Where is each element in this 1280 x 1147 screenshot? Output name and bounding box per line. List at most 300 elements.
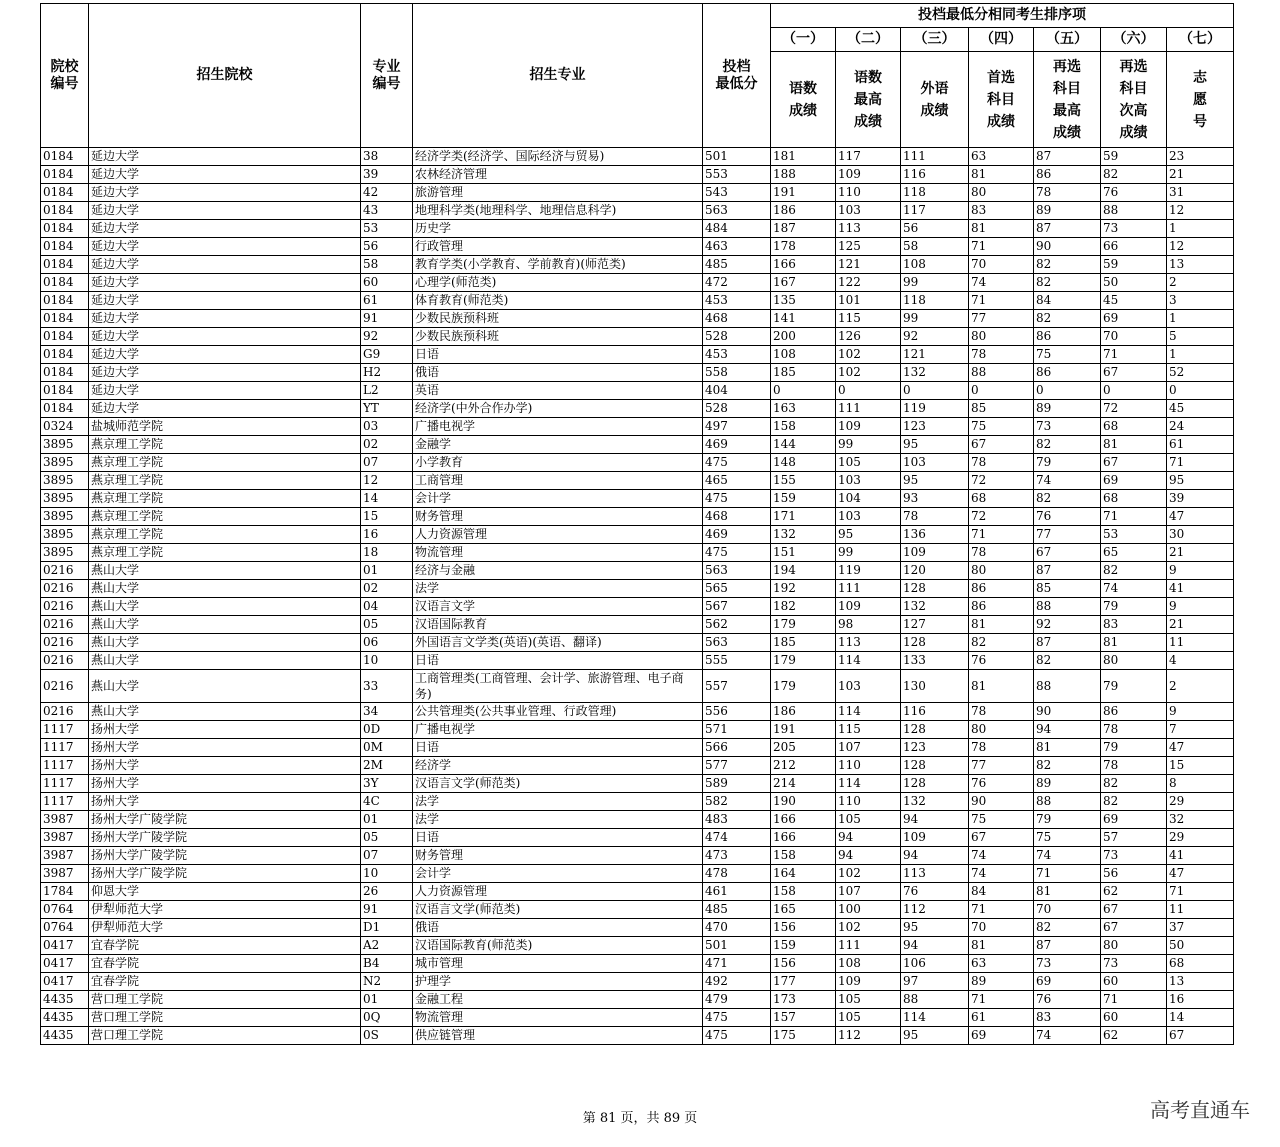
cell-sort-6: 0 [1101, 382, 1167, 400]
cell-major-name: 物流管理 [413, 544, 703, 562]
cell-school-code: 0216 [41, 652, 89, 670]
header-sort-label-2: 语数 最高 成绩 [836, 52, 901, 148]
cell-sort-2: 100 [836, 901, 901, 919]
cell-major-name: 法学 [413, 580, 703, 598]
cell-sort-2: 102 [836, 346, 901, 364]
cell-sort-1: 171 [771, 508, 836, 526]
cell-min-score: 471 [703, 955, 771, 973]
table-row [41, 1009, 1234, 1027]
table-row [41, 811, 1234, 829]
cell-min-score: 563 [703, 562, 771, 580]
cell-sort-3: 95 [901, 1027, 969, 1045]
cell-sort-5: 89 [1034, 400, 1101, 418]
cell-sort-4: 71 [969, 526, 1034, 544]
cell-sort-6: 69 [1101, 811, 1167, 829]
cell-sort-3: 93 [901, 490, 969, 508]
cell-sort-7: 68 [1167, 955, 1234, 973]
cell-school-code: 3895 [41, 490, 89, 508]
cell-sort-7: 52 [1167, 364, 1234, 382]
cell-sort-3: 109 [901, 544, 969, 562]
cell-sort-4: 81 [969, 937, 1034, 955]
cell-school-name: 燕山大学 [89, 598, 361, 616]
cell-sort-1: 187 [771, 220, 836, 238]
cell-sort-2: 111 [836, 400, 901, 418]
table-row [41, 721, 1234, 739]
cell-school-code: 0216 [41, 634, 89, 652]
cell-min-score: 472 [703, 274, 771, 292]
cell-sort-1: 185 [771, 634, 836, 652]
cell-sort-4: 89 [969, 973, 1034, 991]
cell-sort-7: 1 [1167, 346, 1234, 364]
cell-major-name: 俄语 [413, 364, 703, 382]
cell-sort-3: 123 [901, 418, 969, 436]
cell-school-name: 燕山大学 [89, 580, 361, 598]
cell-major-code: 42 [361, 184, 413, 202]
cell-major-name: 供应链管理 [413, 1027, 703, 1045]
cell-sort-2: 95 [836, 526, 901, 544]
cell-sort-2: 111 [836, 937, 901, 955]
cell-sort-5: 75 [1034, 829, 1101, 847]
cell-school-name: 宜春学院 [89, 937, 361, 955]
table-body [41, 148, 1234, 1045]
cell-sort-4: 78 [969, 346, 1034, 364]
cell-sort-7: 3 [1167, 292, 1234, 310]
cell-sort-5: 87 [1034, 634, 1101, 652]
cell-sort-6: 57 [1101, 829, 1167, 847]
cell-major-name: 小学教育 [413, 454, 703, 472]
cell-major-name: 法学 [413, 811, 703, 829]
cell-sort-4: 75 [969, 418, 1034, 436]
cell-major-name: 日语 [413, 739, 703, 757]
table-row [41, 364, 1234, 382]
cell-sort-4: 77 [969, 310, 1034, 328]
cell-major-code: 34 [361, 703, 413, 721]
cell-sort-3: 108 [901, 256, 969, 274]
cell-sort-4: 83 [969, 202, 1034, 220]
cell-sort-7: 2 [1167, 274, 1234, 292]
cell-sort-1: 185 [771, 364, 836, 382]
cell-major-name: 人力资源管理 [413, 883, 703, 901]
cell-school-name: 扬州大学广陵学院 [89, 811, 361, 829]
cell-sort-5: 87 [1034, 220, 1101, 238]
cell-sort-6: 78 [1101, 757, 1167, 775]
cell-sort-1: 178 [771, 238, 836, 256]
cell-min-score: 492 [703, 973, 771, 991]
cell-major-code: 26 [361, 883, 413, 901]
table-row [41, 670, 1234, 703]
cell-school-name: 延边大学 [89, 274, 361, 292]
table-row [41, 436, 1234, 454]
cell-school-code: 1117 [41, 775, 89, 793]
cell-sort-5: 0 [1034, 382, 1101, 400]
header-sort-label-7: 志 愿 号 [1167, 52, 1234, 148]
cell-school-code: 1117 [41, 721, 89, 739]
cell-sort-7: 47 [1167, 508, 1234, 526]
cell-sort-3: 99 [901, 310, 969, 328]
cell-major-name: 经济与金融 [413, 562, 703, 580]
cell-sort-2: 111 [836, 580, 901, 598]
cell-sort-6: 79 [1101, 739, 1167, 757]
table-row [41, 166, 1234, 184]
cell-sort-6: 72 [1101, 400, 1167, 418]
table-row [41, 472, 1234, 490]
cell-sort-3: 92 [901, 328, 969, 346]
cell-sort-3: 94 [901, 811, 969, 829]
cell-major-name: 会计学 [413, 490, 703, 508]
cell-major-code: N2 [361, 973, 413, 991]
cell-sort-1: 166 [771, 811, 836, 829]
cell-school-name: 延边大学 [89, 328, 361, 346]
cell-school-name: 扬州大学 [89, 757, 361, 775]
cell-sort-7: 21 [1167, 166, 1234, 184]
cell-sort-7: 50 [1167, 937, 1234, 955]
cell-sort-7: 23 [1167, 148, 1234, 166]
cell-school-name: 扬州大学广陵学院 [89, 865, 361, 883]
cell-sort-5: 94 [1034, 721, 1101, 739]
cell-major-code: 38 [361, 148, 413, 166]
cell-sort-4: 78 [969, 544, 1034, 562]
cell-sort-2: 109 [836, 166, 901, 184]
cell-sort-4: 78 [969, 739, 1034, 757]
cell-sort-4: 70 [969, 256, 1034, 274]
cell-sort-1: 200 [771, 328, 836, 346]
cell-sort-1: 144 [771, 436, 836, 454]
cell-school-code: 0184 [41, 184, 89, 202]
cell-major-name: 护理学 [413, 973, 703, 991]
cell-sort-1: 186 [771, 703, 836, 721]
cell-sort-6: 70 [1101, 328, 1167, 346]
cell-sort-4: 74 [969, 847, 1034, 865]
cell-sort-6: 73 [1101, 220, 1167, 238]
cell-sort-7: 29 [1167, 829, 1234, 847]
cell-school-name: 扬州大学 [89, 721, 361, 739]
cell-school-code: 0417 [41, 973, 89, 991]
cell-min-score: 479 [703, 991, 771, 1009]
cell-sort-6: 50 [1101, 274, 1167, 292]
table-row [41, 598, 1234, 616]
cell-sort-2: 122 [836, 274, 901, 292]
header-sort-item-2: （二） [836, 28, 901, 52]
cell-sort-3: 99 [901, 274, 969, 292]
cell-sort-2: 99 [836, 436, 901, 454]
cell-school-name: 延边大学 [89, 202, 361, 220]
cell-sort-6: 68 [1101, 490, 1167, 508]
cell-sort-3: 78 [901, 508, 969, 526]
cell-sort-5: 89 [1034, 202, 1101, 220]
cell-sort-3: 128 [901, 580, 969, 598]
table-row [41, 937, 1234, 955]
cell-sort-7: 71 [1167, 454, 1234, 472]
cell-sort-2: 102 [836, 364, 901, 382]
cell-school-name: 燕京理工学院 [89, 526, 361, 544]
cell-sort-1: 181 [771, 148, 836, 166]
cell-sort-3: 127 [901, 616, 969, 634]
cell-major-name: 汉语国际教育(师范类) [413, 937, 703, 955]
cell-sort-4: 76 [969, 652, 1034, 670]
cell-sort-7: 45 [1167, 400, 1234, 418]
cell-school-name: 燕山大学 [89, 703, 361, 721]
cell-sort-5: 82 [1034, 274, 1101, 292]
cell-sort-7: 29 [1167, 793, 1234, 811]
cell-sort-5: 71 [1034, 865, 1101, 883]
cell-school-code: 0417 [41, 937, 89, 955]
cell-major-code: 05 [361, 616, 413, 634]
cell-sort-1: 156 [771, 955, 836, 973]
cell-school-name: 延边大学 [89, 148, 361, 166]
table-row [41, 865, 1234, 883]
cell-sort-1: 179 [771, 616, 836, 634]
cell-major-code: 58 [361, 256, 413, 274]
cell-sort-4: 71 [969, 991, 1034, 1009]
cell-sort-5: 74 [1034, 472, 1101, 490]
cell-sort-6: 71 [1101, 508, 1167, 526]
cell-sort-5: 87 [1034, 937, 1101, 955]
header-sort-label-6: 再选 科目 次高 成绩 [1101, 52, 1167, 148]
cell-min-score: 475 [703, 490, 771, 508]
cell-sort-3: 136 [901, 526, 969, 544]
cell-sort-2: 107 [836, 883, 901, 901]
cell-school-code: 0184 [41, 400, 89, 418]
cell-major-code: 0M [361, 739, 413, 757]
cell-school-name: 仰恩大学 [89, 883, 361, 901]
cell-major-code: 0D [361, 721, 413, 739]
cell-sort-1: 135 [771, 292, 836, 310]
cell-sort-2: 104 [836, 490, 901, 508]
cell-major-code: 53 [361, 220, 413, 238]
cell-sort-1: 151 [771, 544, 836, 562]
header-sort-item-3: （三） [901, 28, 969, 52]
header-school-name: 招生院校 [89, 4, 361, 148]
cell-sort-6: 73 [1101, 955, 1167, 973]
cell-major-code: B4 [361, 955, 413, 973]
cell-sort-5: 88 [1034, 598, 1101, 616]
cell-school-code: 0184 [41, 202, 89, 220]
header-major-code: 专业 编号 [361, 4, 413, 148]
cell-sort-3: 95 [901, 472, 969, 490]
cell-sort-4: 72 [969, 472, 1034, 490]
cell-min-score: 468 [703, 310, 771, 328]
cell-major-code: 01 [361, 562, 413, 580]
cell-major-name: 日语 [413, 652, 703, 670]
cell-major-code: 02 [361, 580, 413, 598]
cell-sort-2: 103 [836, 202, 901, 220]
admission-score-table [40, 3, 1234, 1045]
cell-sort-2: 94 [836, 847, 901, 865]
cell-sort-4: 76 [969, 775, 1034, 793]
cell-sort-2: 0 [836, 382, 901, 400]
cell-min-score: 485 [703, 256, 771, 274]
cell-school-name: 燕京理工学院 [89, 436, 361, 454]
table-row [41, 652, 1234, 670]
header-sort-item-7: （七） [1167, 28, 1234, 52]
cell-major-name: 俄语 [413, 919, 703, 937]
header-major-name: 招生专业 [413, 4, 703, 148]
cell-sort-6: 69 [1101, 472, 1167, 490]
cell-sort-4: 86 [969, 598, 1034, 616]
cell-major-name: 汉语言文学(师范类) [413, 775, 703, 793]
cell-school-code: 3895 [41, 508, 89, 526]
cell-major-name: 财务管理 [413, 847, 703, 865]
cell-sort-5: 82 [1034, 436, 1101, 454]
cell-sort-7: 2 [1167, 670, 1234, 703]
cell-min-score: 473 [703, 847, 771, 865]
cell-school-code: 0184 [41, 328, 89, 346]
cell-sort-6: 81 [1101, 634, 1167, 652]
cell-school-name: 燕山大学 [89, 634, 361, 652]
header-group-title: 投档最低分相同考生排序项 [771, 4, 1234, 28]
table-row [41, 328, 1234, 346]
cell-min-score: 465 [703, 472, 771, 490]
cell-sort-3: 128 [901, 634, 969, 652]
cell-sort-5: 85 [1034, 580, 1101, 598]
cell-sort-3: 58 [901, 238, 969, 256]
cell-sort-6: 67 [1101, 364, 1167, 382]
cell-sort-4: 74 [969, 274, 1034, 292]
cell-school-name: 宜春学院 [89, 973, 361, 991]
cell-min-score: 528 [703, 328, 771, 346]
cell-sort-2: 112 [836, 1027, 901, 1045]
cell-sort-4: 63 [969, 148, 1034, 166]
cell-sort-5: 74 [1034, 847, 1101, 865]
cell-sort-5: 82 [1034, 757, 1101, 775]
cell-school-name: 扬州大学广陵学院 [89, 847, 361, 865]
cell-major-name: 行政管理 [413, 238, 703, 256]
cell-school-code: 0764 [41, 901, 89, 919]
cell-sort-1: 158 [771, 418, 836, 436]
cell-sort-6: 62 [1101, 1027, 1167, 1045]
cell-sort-5: 82 [1034, 919, 1101, 937]
table-row [41, 847, 1234, 865]
cell-sort-2: 125 [836, 238, 901, 256]
cell-school-name: 延边大学 [89, 184, 361, 202]
cell-major-code: 07 [361, 847, 413, 865]
cell-sort-7: 39 [1167, 490, 1234, 508]
cell-major-name: 公共管理类(公共事业管理、行政管理) [413, 703, 703, 721]
cell-major-code: A2 [361, 937, 413, 955]
cell-min-score: 469 [703, 436, 771, 454]
cell-school-code: 3895 [41, 472, 89, 490]
table-row [41, 148, 1234, 166]
cell-school-code: 3895 [41, 544, 89, 562]
table-row [41, 775, 1234, 793]
cell-sort-7: 11 [1167, 901, 1234, 919]
cell-sort-5: 76 [1034, 508, 1101, 526]
cell-min-score: 497 [703, 418, 771, 436]
cell-sort-5: 90 [1034, 703, 1101, 721]
cell-sort-6: 71 [1101, 346, 1167, 364]
cell-major-code: 15 [361, 508, 413, 526]
table-row [41, 490, 1234, 508]
cell-sort-4: 84 [969, 883, 1034, 901]
cell-sort-7: 13 [1167, 256, 1234, 274]
cell-sort-4: 81 [969, 220, 1034, 238]
cell-school-name: 伊犁师范大学 [89, 901, 361, 919]
table-row [41, 400, 1234, 418]
cell-major-code: 07 [361, 454, 413, 472]
cell-sort-3: 106 [901, 955, 969, 973]
cell-sort-3: 112 [901, 901, 969, 919]
cell-sort-3: 130 [901, 670, 969, 703]
cell-school-name: 营口理工学院 [89, 991, 361, 1009]
cell-sort-2: 103 [836, 670, 901, 703]
cell-sort-6: 45 [1101, 292, 1167, 310]
cell-major-name: 财务管理 [413, 508, 703, 526]
header-sort-label-4: 首选 科目 成绩 [969, 52, 1034, 148]
table-row [41, 955, 1234, 973]
cell-sort-1: 194 [771, 562, 836, 580]
cell-sort-6: 60 [1101, 973, 1167, 991]
header-sort-label-5: 再选 科目 最高 成绩 [1034, 52, 1101, 148]
cell-min-score: 475 [703, 544, 771, 562]
cell-sort-5: 67 [1034, 544, 1101, 562]
cell-sort-6: 68 [1101, 418, 1167, 436]
cell-school-code: 0184 [41, 292, 89, 310]
cell-sort-3: 94 [901, 847, 969, 865]
table-row [41, 454, 1234, 472]
cell-min-score: 463 [703, 238, 771, 256]
cell-school-name: 燕山大学 [89, 616, 361, 634]
cell-school-code: 4435 [41, 1027, 89, 1045]
cell-sort-5: 82 [1034, 490, 1101, 508]
table-row [41, 562, 1234, 580]
cell-sort-3: 128 [901, 721, 969, 739]
cell-min-score: 404 [703, 382, 771, 400]
cell-major-code: L2 [361, 382, 413, 400]
cell-sort-7: 71 [1167, 883, 1234, 901]
cell-sort-2: 119 [836, 562, 901, 580]
cell-sort-4: 74 [969, 865, 1034, 883]
table-row [41, 310, 1234, 328]
cell-school-code: 1117 [41, 757, 89, 775]
cell-sort-7: 11 [1167, 634, 1234, 652]
cell-school-code: 0216 [41, 670, 89, 703]
cell-sort-5: 73 [1034, 418, 1101, 436]
cell-min-score: 558 [703, 364, 771, 382]
header-sort-label-1: 语数 成绩 [771, 52, 836, 148]
cell-school-name: 盐城师范学院 [89, 418, 361, 436]
cell-major-name: 外国语言文学类(英语)(英语、翻译) [413, 634, 703, 652]
cell-sort-2: 105 [836, 991, 901, 1009]
cell-sort-5: 86 [1034, 328, 1101, 346]
cell-sort-5: 86 [1034, 364, 1101, 382]
cell-sort-6: 53 [1101, 526, 1167, 544]
cell-school-name: 燕山大学 [89, 652, 361, 670]
cell-min-score: 475 [703, 1009, 771, 1027]
cell-min-score: 563 [703, 202, 771, 220]
cell-school-code: 1784 [41, 883, 89, 901]
cell-sort-3: 95 [901, 436, 969, 454]
cell-sort-3: 128 [901, 775, 969, 793]
cell-sort-4: 88 [969, 364, 1034, 382]
cell-sort-1: 166 [771, 829, 836, 847]
cell-sort-5: 88 [1034, 793, 1101, 811]
cell-major-code: 56 [361, 238, 413, 256]
table-row [41, 202, 1234, 220]
cell-sort-7: 12 [1167, 238, 1234, 256]
table-row [41, 883, 1234, 901]
cell-sort-1: 158 [771, 847, 836, 865]
cell-school-name: 燕京理工学院 [89, 454, 361, 472]
header-school-code: 院校 编号 [41, 4, 89, 148]
cell-sort-1: 205 [771, 739, 836, 757]
cell-sort-7: 32 [1167, 811, 1234, 829]
cell-sort-3: 88 [901, 991, 969, 1009]
cell-major-code: 12 [361, 472, 413, 490]
cell-school-name: 营口理工学院 [89, 1009, 361, 1027]
cell-sort-6: 66 [1101, 238, 1167, 256]
table-row [41, 526, 1234, 544]
table-row [41, 634, 1234, 652]
